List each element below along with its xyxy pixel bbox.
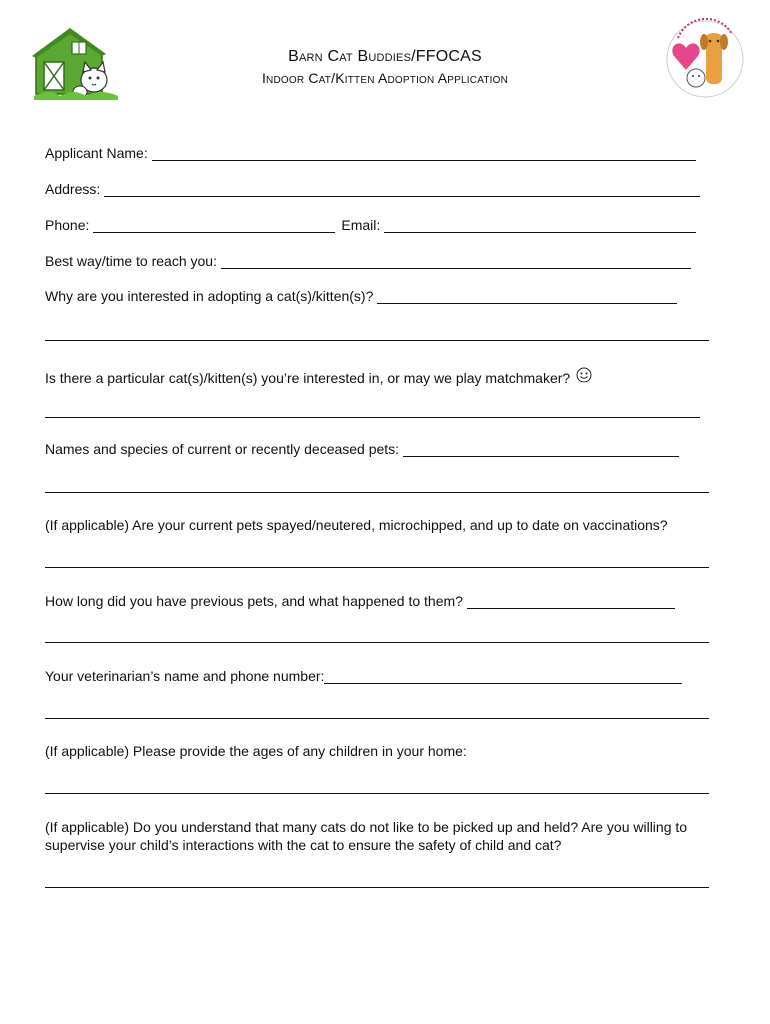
- supervise-line[interactable]: [45, 887, 709, 888]
- why-interested-row: [45, 288, 677, 304]
- email-field[interactable]: [384, 219, 696, 233]
- children-ages-line[interactable]: [45, 793, 709, 794]
- title-line-2: Indoor Cat/Kitten Adoption Application: [261, 70, 509, 86]
- best-way-field[interactable]: [221, 255, 691, 269]
- applicant-name-label: Applicant Name:: [45, 145, 148, 161]
- spayed-row: [45, 517, 668, 533]
- previous-pets-field[interactable]: [467, 595, 675, 609]
- veterinarian-label: Your veterinarian’s name and phone number:: [45, 668, 325, 684]
- current-pets-extra-line[interactable]: [45, 492, 709, 493]
- why-interested-label: Why are you interested in adopting a cat(s)/kitten(s)?: [45, 288, 374, 304]
- particular-cat-row: [45, 367, 592, 386]
- address-field[interactable]: [104, 183, 700, 197]
- address-row: [45, 181, 700, 197]
- best-way-label: Best way/time to reach you:: [45, 253, 217, 269]
- spayed-label: (If applicable) Are your current pets spayed/neutered, microchipped, and up to date on vaccinations?: [45, 517, 668, 533]
- why-interested-field[interactable]: [377, 290, 677, 304]
- previous-pets-row: [45, 593, 675, 609]
- best-way-row: [45, 253, 691, 269]
- ffocas-logo: [664, 18, 746, 100]
- current-pets-row: [45, 441, 679, 457]
- email-label: Email:: [341, 217, 381, 233]
- barn-cat-buddies-logo: [30, 24, 122, 104]
- particular-cat-line[interactable]: [45, 417, 700, 418]
- children-ages-label: (If applicable) Please provide the ages of any children in your home:: [45, 743, 467, 759]
- spayed-line[interactable]: [45, 567, 709, 568]
- address-label: Address:: [45, 181, 101, 197]
- current-pets-label: Names and species of current or recently deceased pets:: [45, 441, 400, 457]
- title-line-1: Barn Cat Buddies/FFOCAS: [288, 48, 482, 65]
- supervise-question: (If applicable) Do you understand that many cats do not like to be picked up and held? Are you willing to supervise your child’s interactions with the cat to ensure the safety of child and cat?: [45, 819, 688, 853]
- veterinarian-field[interactable]: [324, 670, 682, 684]
- phone-email-row: [45, 217, 696, 233]
- applicant-name-field[interactable]: [152, 147, 696, 161]
- previous-pets-extra-line[interactable]: [45, 642, 709, 643]
- particular-cat-label: Is there a particular cat(s)/kitten(s) you’re interested in, or may we play matchmaker?: [45, 370, 571, 386]
- veterinarian-extra-line[interactable]: [45, 718, 709, 719]
- veterinarian-row: [45, 668, 682, 684]
- applicant-name-row: [45, 145, 696, 161]
- phone-label: Phone:: [45, 217, 90, 233]
- smiley-icon: [576, 367, 592, 386]
- phone-field[interactable]: [93, 219, 335, 233]
- why-interested-extra-line[interactable]: [45, 340, 709, 341]
- children-ages-row: [45, 743, 467, 759]
- previous-pets-label: How long did you have previous pets, and what happened to them?: [45, 593, 463, 609]
- document-title: [180, 46, 590, 88]
- current-pets-field[interactable]: [403, 443, 679, 457]
